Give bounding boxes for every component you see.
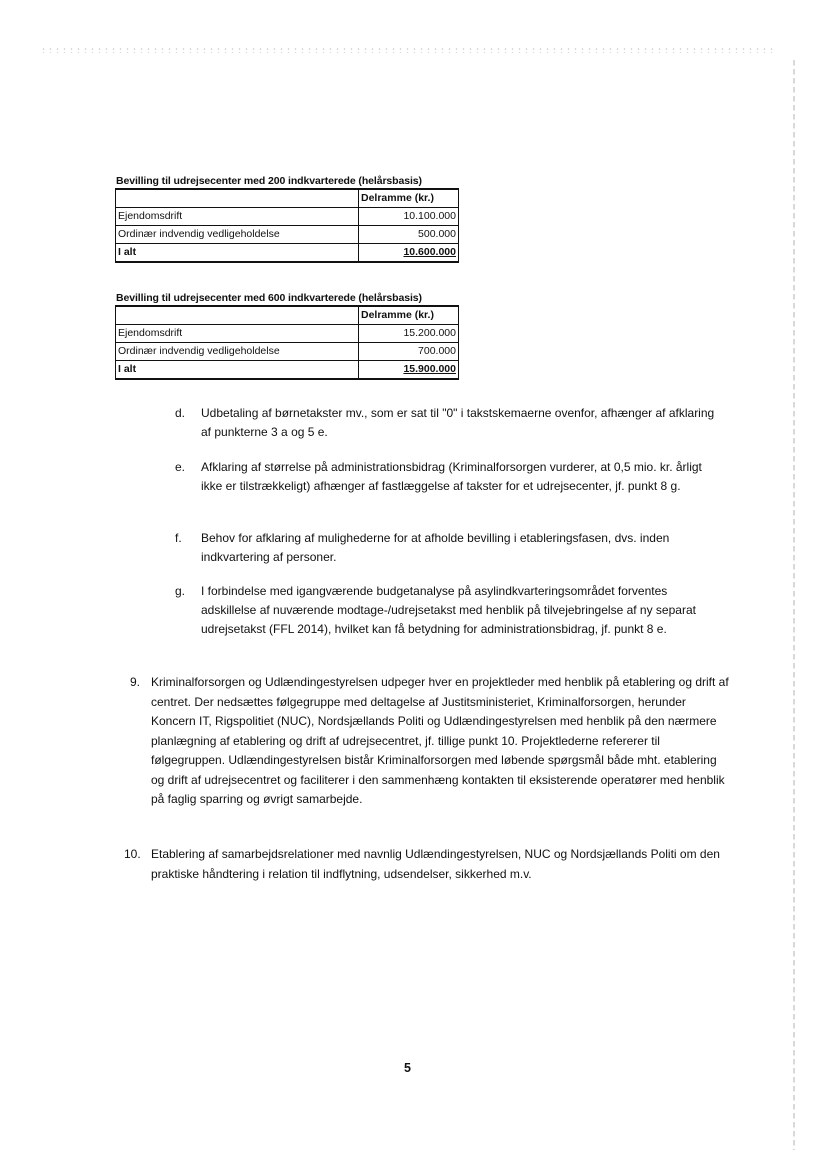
list-item	[175, 458, 715, 496]
total-value: 10.600.000	[359, 244, 459, 263]
total-label: I alt	[116, 244, 359, 263]
list-text: Behov for afklaring af mulighederne for at afholde bevilling i etableringsfasen, dvs. inden indkvartering af personer.	[201, 531, 670, 564]
scan-noise-top	[40, 47, 775, 53]
row-value: 500.000	[359, 226, 459, 244]
header-empty-cell	[116, 189, 359, 208]
row-label: Ejendomsdrift	[116, 325, 359, 343]
list-text: I forbindelse med igangværende budgetanalyse på asylindkvarteringsområdet forventes adskillelse af nuværende modtage-/udrejsetakst med henblik på tilvejebringelse af ny separat udrejsetakst (FFL 2014), hvilket kan få betydning for administrationsbidrag, jf. punkt 8 e.	[201, 584, 696, 636]
row-value: 15.200.000	[359, 325, 459, 343]
item-text: Etablering af samarbejdsrelationer med navnlig Udlændingestyrelsen, NUC og Nordsjællands Politi om den praktiske håndtering i relation til indflytning, udsendelser, sikkerhed m.v.	[151, 847, 720, 881]
list-marker: d.	[175, 406, 186, 420]
budget-table-200	[115, 188, 459, 263]
list-text: Afklaring af størrelse på administrationsbidrag (Kriminalforsorgen vurderer, at 0,5 mio. kr. årligt ikke er tilstrækkeligt) afhænger af fastlæggelse af takster for et udrejsecenter, jf. punkt 8 g.	[201, 460, 702, 493]
list-marker: f.	[175, 531, 182, 545]
row-value: 700.000	[359, 343, 459, 361]
total-value: 15.900.000	[359, 361, 459, 380]
page-number: 5	[404, 1061, 411, 1075]
list-item	[175, 529, 715, 567]
list-text: Udbetaling af børnetakster mv., som er sat til "0" i takstskemaerne ovenfor, afhænger af afklaring af punkterne 3 a og 5 e.	[201, 406, 715, 439]
header-empty-cell	[116, 306, 359, 325]
list-item	[175, 582, 715, 639]
item-number: 10.	[124, 847, 141, 861]
list-marker: e.	[175, 460, 186, 474]
table-title: Bevilling til udrejsecenter med 600 indkvarterede (helårsbasis)	[116, 292, 422, 304]
table-title: Bevilling til udrejsecenter med 200 indkvarterede (helårsbasis)	[116, 175, 422, 187]
list-item	[175, 404, 715, 442]
item-text: Kriminalforsorgen og Udlændingestyrelsen udpeger hver en projektleder med henblik på etablering og drift af centret. Der nedsættes følgegruppe med deltagelse af Justitsministeriet, Kriminalforsorgen, herunder Koncern IT, Rigspolitiet (NUC), Nordsjællands Politi og Udlændingestyrelsen med henblik på den nærmere planlægning af etablering og drift af udrejsecentret, jf. tillige punkt 10. Projektlederne refererer til følgegruppen. Udlændingestyrelsen bistår Kriminalforsorgen med løbende spørgsmål både mht. etablering og drift af udrejsecentret og faciliterer i den sammenhæng kontakten til eksisterende operatører med henblik på faglig sparring og øvrigt samarbejde.	[151, 675, 729, 806]
numbered-item	[124, 845, 724, 884]
column-header: Delramme (kr.)	[359, 189, 459, 208]
budget-table-600	[115, 305, 459, 380]
row-label: Ejendomsdrift	[116, 208, 359, 226]
total-label: I alt	[116, 361, 359, 380]
column-header: Delramme (kr.)	[359, 306, 459, 325]
list-marker: g.	[175, 584, 186, 598]
numbered-item	[130, 673, 730, 810]
scan-noise-right	[793, 60, 795, 1150]
row-label: Ordinær indvendig vedligeholdelse	[116, 343, 359, 361]
row-label: Ordinær indvendig vedligeholdelse	[116, 226, 359, 244]
row-value: 10.100.000	[359, 208, 459, 226]
item-number: 9.	[130, 675, 141, 689]
